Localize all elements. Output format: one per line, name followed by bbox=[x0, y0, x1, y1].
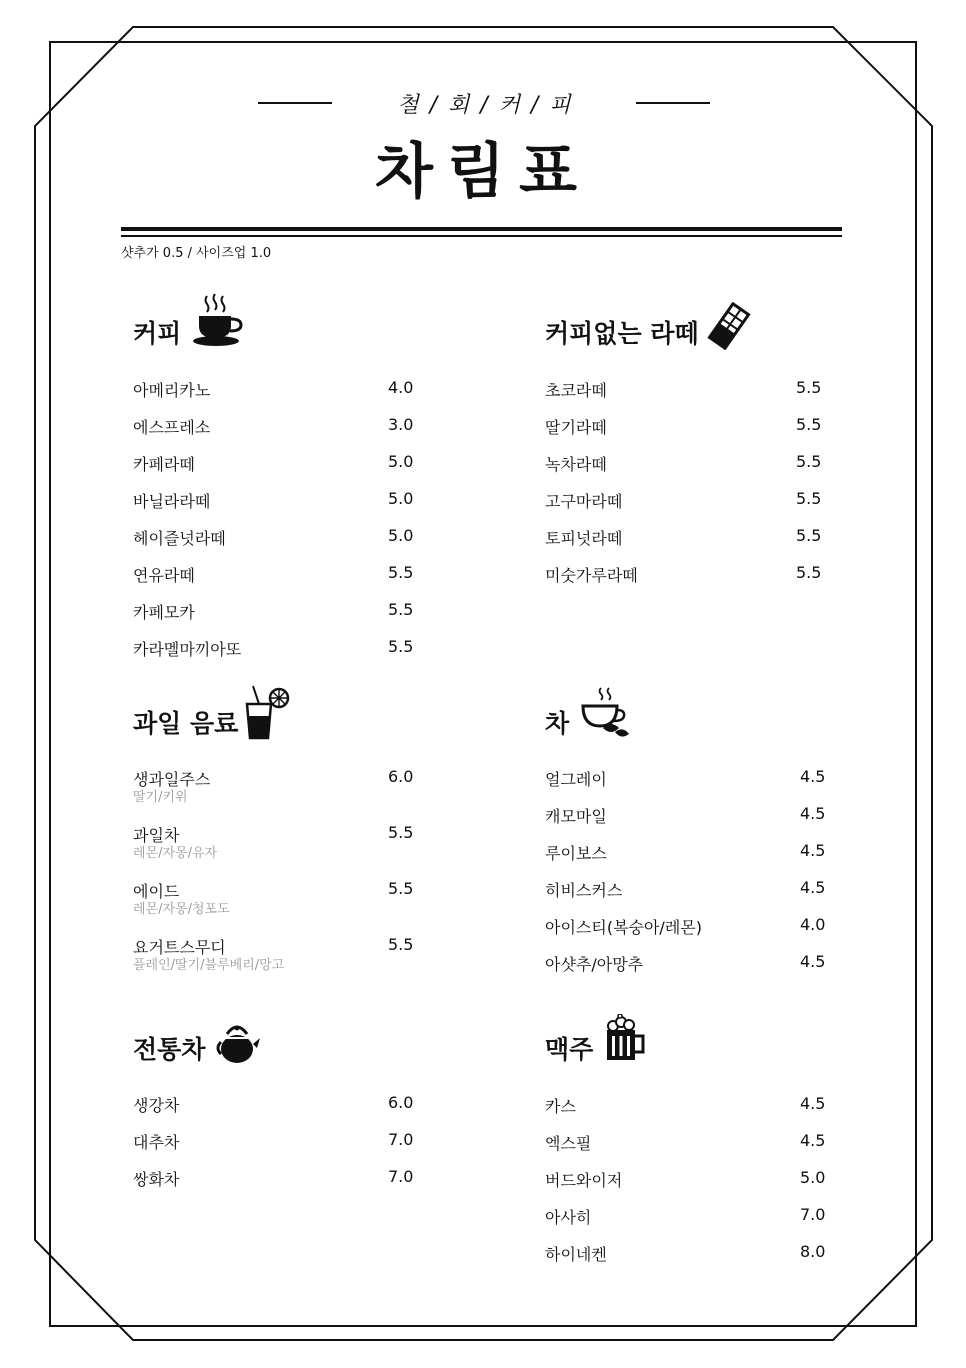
menu-item bbox=[133, 1093, 428, 1115]
menu-item bbox=[545, 415, 836, 437]
item-price: 4.5 bbox=[800, 1094, 826, 1113]
item-name: 엑스필 bbox=[545, 1134, 592, 1153]
chocolate-bar-icon bbox=[705, 302, 753, 350]
item-name: 에스프레소 bbox=[133, 418, 211, 437]
item-options: 레몬/자몽/유자 bbox=[133, 846, 218, 861]
item-price: 5.0 bbox=[388, 526, 414, 545]
menu-item bbox=[545, 1094, 840, 1116]
item-name: 아사히 bbox=[545, 1208, 592, 1227]
item-name: 쌍화차 bbox=[133, 1170, 180, 1189]
item-price: 4.0 bbox=[388, 378, 414, 397]
menu-item bbox=[545, 1205, 840, 1227]
item-name: 과일차 bbox=[133, 826, 180, 845]
item-name: 아이스티(복숭아/레몬) bbox=[545, 918, 702, 937]
item-price: 6.0 bbox=[388, 767, 414, 786]
menu-item bbox=[133, 935, 428, 973]
juice-glass-icon bbox=[243, 684, 291, 740]
menu-item bbox=[133, 489, 428, 511]
menu-item bbox=[545, 804, 840, 826]
item-price: 6.0 bbox=[388, 1093, 414, 1112]
page-title: 차림표 bbox=[375, 137, 591, 207]
item-name: 연유라떼 bbox=[133, 566, 195, 585]
menu-item bbox=[133, 1167, 428, 1189]
item-price: 5.5 bbox=[796, 378, 822, 397]
item-price: 5.5 bbox=[388, 935, 414, 954]
item-name: 버드와이저 bbox=[545, 1171, 623, 1190]
section-title: 과일 음료 bbox=[133, 709, 239, 738]
section-title: 커피없는 라떼 bbox=[545, 319, 699, 348]
item-price: 4.5 bbox=[800, 878, 826, 897]
menu-item bbox=[545, 878, 840, 900]
item-name: 아샷추/아망추 bbox=[545, 955, 644, 974]
menu-item bbox=[545, 378, 836, 400]
menu-item bbox=[545, 1168, 840, 1190]
item-options: 딸기/키위 bbox=[133, 790, 188, 805]
menu-item bbox=[545, 526, 836, 548]
item-price: 7.0 bbox=[388, 1167, 414, 1186]
item-name: 대추차 bbox=[133, 1133, 180, 1152]
brand-line-left bbox=[258, 102, 332, 104]
menu-item bbox=[133, 526, 428, 548]
menu-item bbox=[545, 767, 840, 789]
menu-item bbox=[545, 489, 836, 511]
menu-item bbox=[133, 600, 428, 622]
item-name: 생과일주스 bbox=[133, 770, 211, 789]
item-price: 5.0 bbox=[800, 1168, 826, 1187]
item-price: 4.5 bbox=[800, 804, 826, 823]
item-price: 5.5 bbox=[388, 637, 414, 656]
item-price: 4.5 bbox=[800, 952, 826, 971]
item-price: 4.5 bbox=[800, 1131, 826, 1150]
item-name: 미숫가루라떼 bbox=[545, 566, 638, 585]
menu-item bbox=[133, 563, 428, 585]
item-name: 카스 bbox=[545, 1097, 576, 1116]
section-title: 맥주 bbox=[545, 1035, 594, 1064]
teapot-icon bbox=[215, 1020, 261, 1068]
item-name: 녹차라떼 bbox=[545, 455, 607, 474]
item-name: 카페라떼 bbox=[133, 455, 195, 474]
menu-item bbox=[133, 879, 428, 917]
item-name: 아메리카노 bbox=[133, 381, 211, 400]
item-price: 7.0 bbox=[800, 1205, 826, 1224]
menu-item bbox=[545, 563, 836, 585]
section-title: 차 bbox=[545, 709, 570, 738]
item-name: 생강차 bbox=[133, 1096, 180, 1115]
title-rule-thick bbox=[121, 227, 842, 231]
item-name: 딸기라떼 bbox=[545, 418, 607, 437]
item-price: 7.0 bbox=[388, 1130, 414, 1149]
extra-options-note: 샷추가 0.5 / 사이즈업 1.0 bbox=[121, 246, 272, 261]
item-name: 헤이즐넛라떼 bbox=[133, 529, 226, 548]
brand-name: 철 / 회 / 커 / 피 bbox=[397, 93, 573, 118]
menu-item bbox=[545, 1131, 840, 1153]
section-title: 전통차 bbox=[133, 1035, 206, 1064]
item-price: 4.0 bbox=[800, 915, 826, 934]
menu-item bbox=[545, 915, 840, 937]
title-rule-thin bbox=[121, 235, 842, 237]
item-options: 플레인/딸기/블루베리/망고 bbox=[133, 958, 285, 973]
menu-item bbox=[133, 823, 428, 861]
item-name: 캐모마일 bbox=[545, 807, 607, 826]
item-price: 5.5 bbox=[796, 452, 822, 471]
item-name: 요거트스무디 bbox=[133, 938, 226, 957]
item-name: 하이네켄 bbox=[545, 1245, 607, 1264]
item-price: 5.5 bbox=[388, 563, 414, 582]
item-price: 5.5 bbox=[796, 526, 822, 545]
item-name: 루이보스 bbox=[545, 844, 607, 863]
item-price: 4.5 bbox=[800, 767, 826, 786]
menu-item bbox=[133, 637, 428, 659]
item-price: 5.5 bbox=[388, 600, 414, 619]
item-name: 바닐라라떼 bbox=[133, 492, 211, 511]
item-name: 토피넛라떼 bbox=[545, 529, 623, 548]
beer-mug-icon bbox=[603, 1014, 647, 1062]
item-name: 에이드 bbox=[133, 882, 180, 901]
item-name: 얼그레이 bbox=[545, 770, 607, 789]
item-name: 카라멜마끼아또 bbox=[133, 640, 242, 659]
brand-line-right bbox=[636, 102, 710, 104]
item-price: 5.5 bbox=[796, 489, 822, 508]
menu-item bbox=[545, 452, 836, 474]
item-price: 5.0 bbox=[388, 452, 414, 471]
item-price: 5.5 bbox=[796, 415, 822, 434]
coffee-cup-icon bbox=[191, 292, 245, 348]
item-options: 레몬/자몽/청포도 bbox=[133, 902, 230, 917]
item-price: 5.5 bbox=[388, 823, 414, 842]
item-price: 5.5 bbox=[388, 879, 414, 898]
item-price: 8.0 bbox=[800, 1242, 826, 1261]
menu-item bbox=[545, 841, 840, 863]
item-name: 히비스커스 bbox=[545, 881, 623, 900]
item-price: 4.5 bbox=[800, 841, 826, 860]
menu-item bbox=[133, 452, 428, 474]
menu-item bbox=[133, 415, 428, 437]
menu-item bbox=[545, 952, 840, 974]
menu-item bbox=[545, 1242, 840, 1264]
item-price: 3.0 bbox=[388, 415, 414, 434]
menu-item bbox=[133, 378, 428, 400]
tea-cup-icon bbox=[581, 686, 633, 742]
item-price: 5.5 bbox=[796, 563, 822, 582]
menu-item bbox=[133, 1130, 428, 1152]
section-title: 커피 bbox=[133, 319, 182, 348]
item-name: 초코라떼 bbox=[545, 381, 607, 400]
menu-item bbox=[133, 767, 428, 805]
item-name: 카페모카 bbox=[133, 603, 195, 622]
item-name: 고구마라떼 bbox=[545, 492, 623, 511]
item-price: 5.0 bbox=[388, 489, 414, 508]
